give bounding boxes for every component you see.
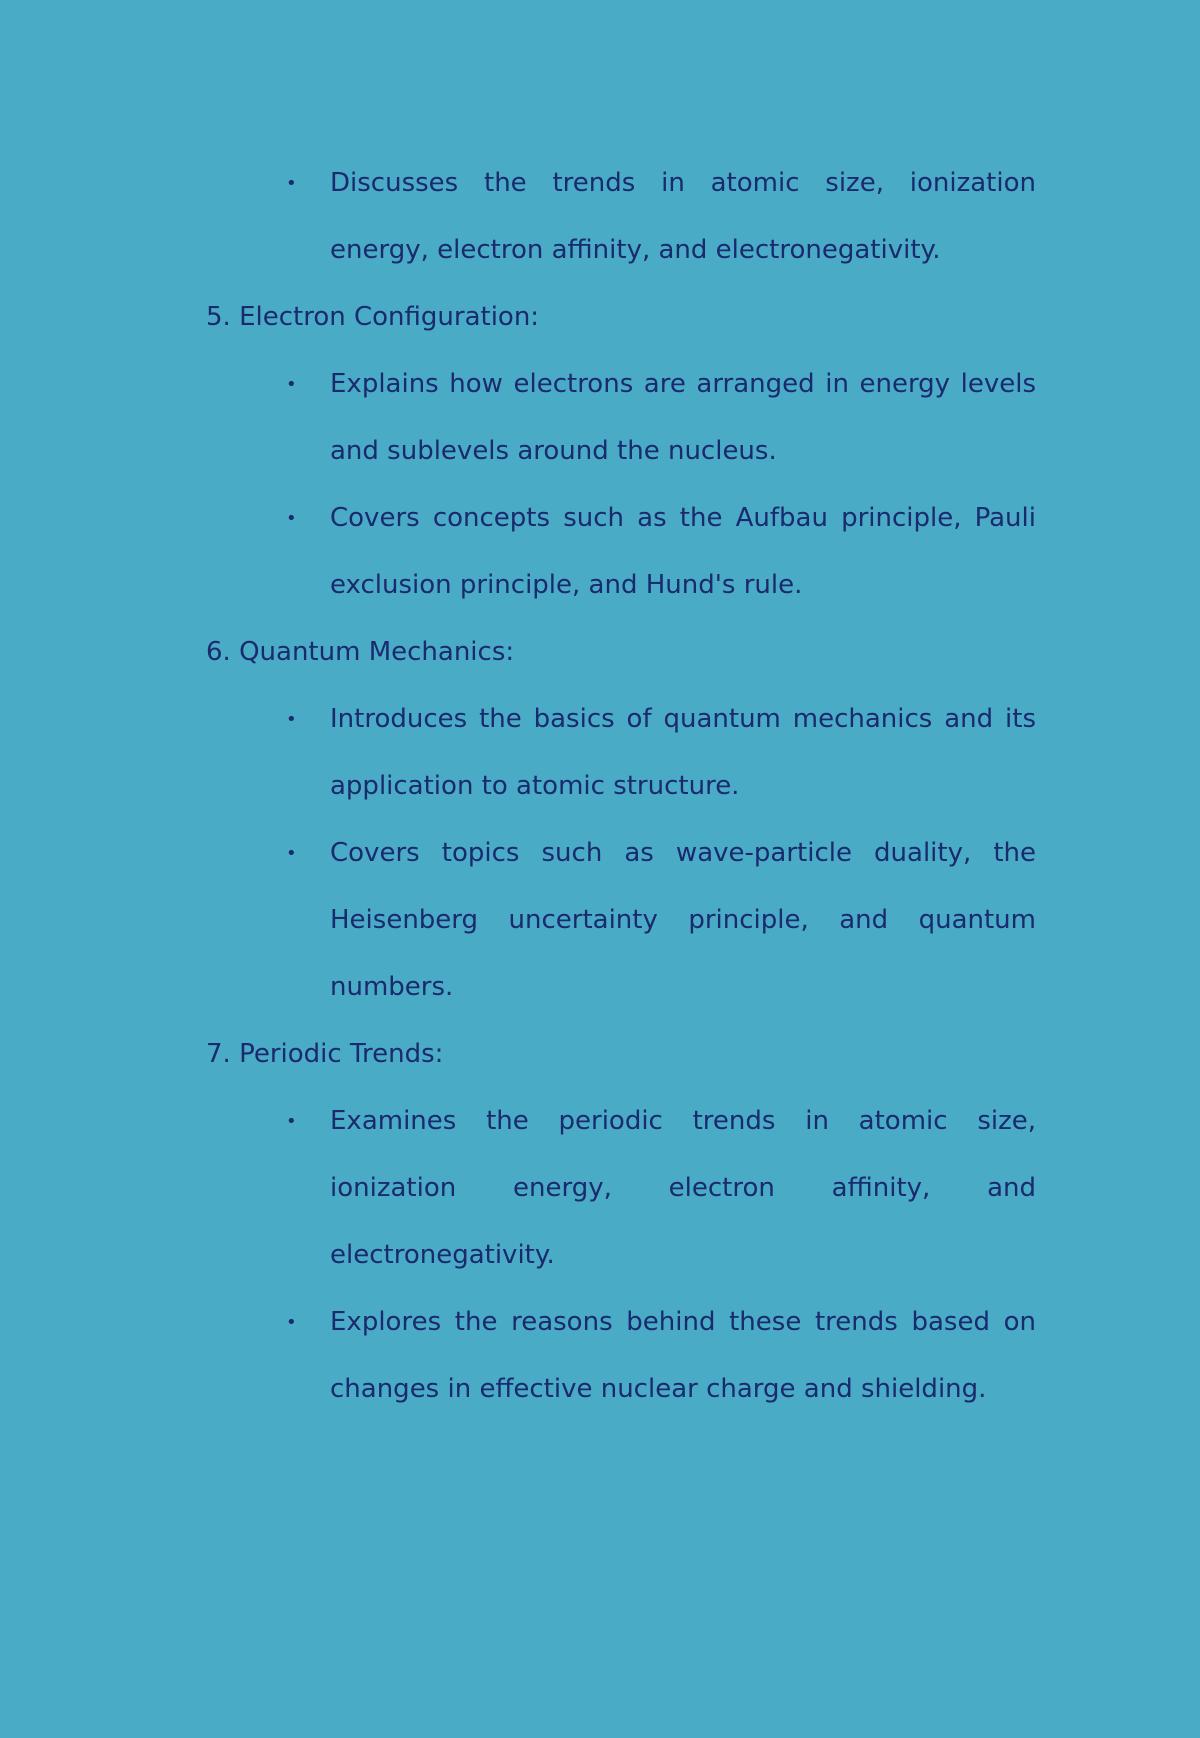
bullet-text: Explains how electrons are arranged in energy levels and sublevels around the nucleus.	[330, 369, 1036, 466]
bullet-text: Introduces the basics of quantum mechanics and its application to atomic structure.	[330, 704, 1036, 801]
list-item	[286, 485, 1036, 619]
list-item	[286, 150, 1036, 284]
bullet-list	[206, 150, 1036, 284]
list-item	[286, 686, 1036, 820]
section-number: 5.	[206, 302, 231, 332]
bullet-text: Discusses the trends in atomic size, ionization energy, electron affinity, and electronegativity.	[330, 168, 1036, 265]
bullet-text: Explores the reasons behind these trends based on changes in effective nuclear charge and shielding.	[330, 1307, 1036, 1404]
section-title: Electron Configuration:	[239, 302, 540, 332]
section-number: 6.	[206, 637, 231, 667]
bullet-icon: •	[286, 1312, 297, 1333]
section-title: Periodic Trends:	[239, 1039, 444, 1069]
section-heading	[206, 284, 1036, 351]
bullet-text: Examines the periodic trends in atomic size, ionization energy, electron affinity, and electronegativity.	[330, 1106, 1036, 1270]
list-item	[286, 351, 1036, 485]
bullet-icon: •	[286, 1111, 297, 1132]
document-body	[206, 150, 1036, 1423]
bullet-icon: •	[286, 173, 297, 194]
list-item	[286, 1088, 1036, 1289]
bullet-icon: •	[286, 508, 297, 529]
bullet-text: Covers concepts such as the Aufbau principle, Pauli exclusion principle, and Hund's rule.	[330, 503, 1036, 600]
list-item	[286, 820, 1036, 1021]
bullet-text: Covers topics such as wave-particle duality, the Heisenberg uncertainty principle, and quantum numbers.	[330, 838, 1036, 1002]
section-heading	[206, 619, 1036, 686]
list-item	[286, 1289, 1036, 1423]
bullet-icon: •	[286, 709, 297, 730]
bullet-list	[206, 1088, 1036, 1423]
bullet-list	[206, 351, 1036, 619]
bullet-icon: •	[286, 374, 297, 395]
bullet-list	[206, 686, 1036, 1021]
section-title: Quantum Mechanics:	[239, 637, 515, 667]
section-number: 7.	[206, 1039, 231, 1069]
bullet-icon: •	[286, 843, 297, 864]
section-heading	[206, 1021, 1036, 1088]
